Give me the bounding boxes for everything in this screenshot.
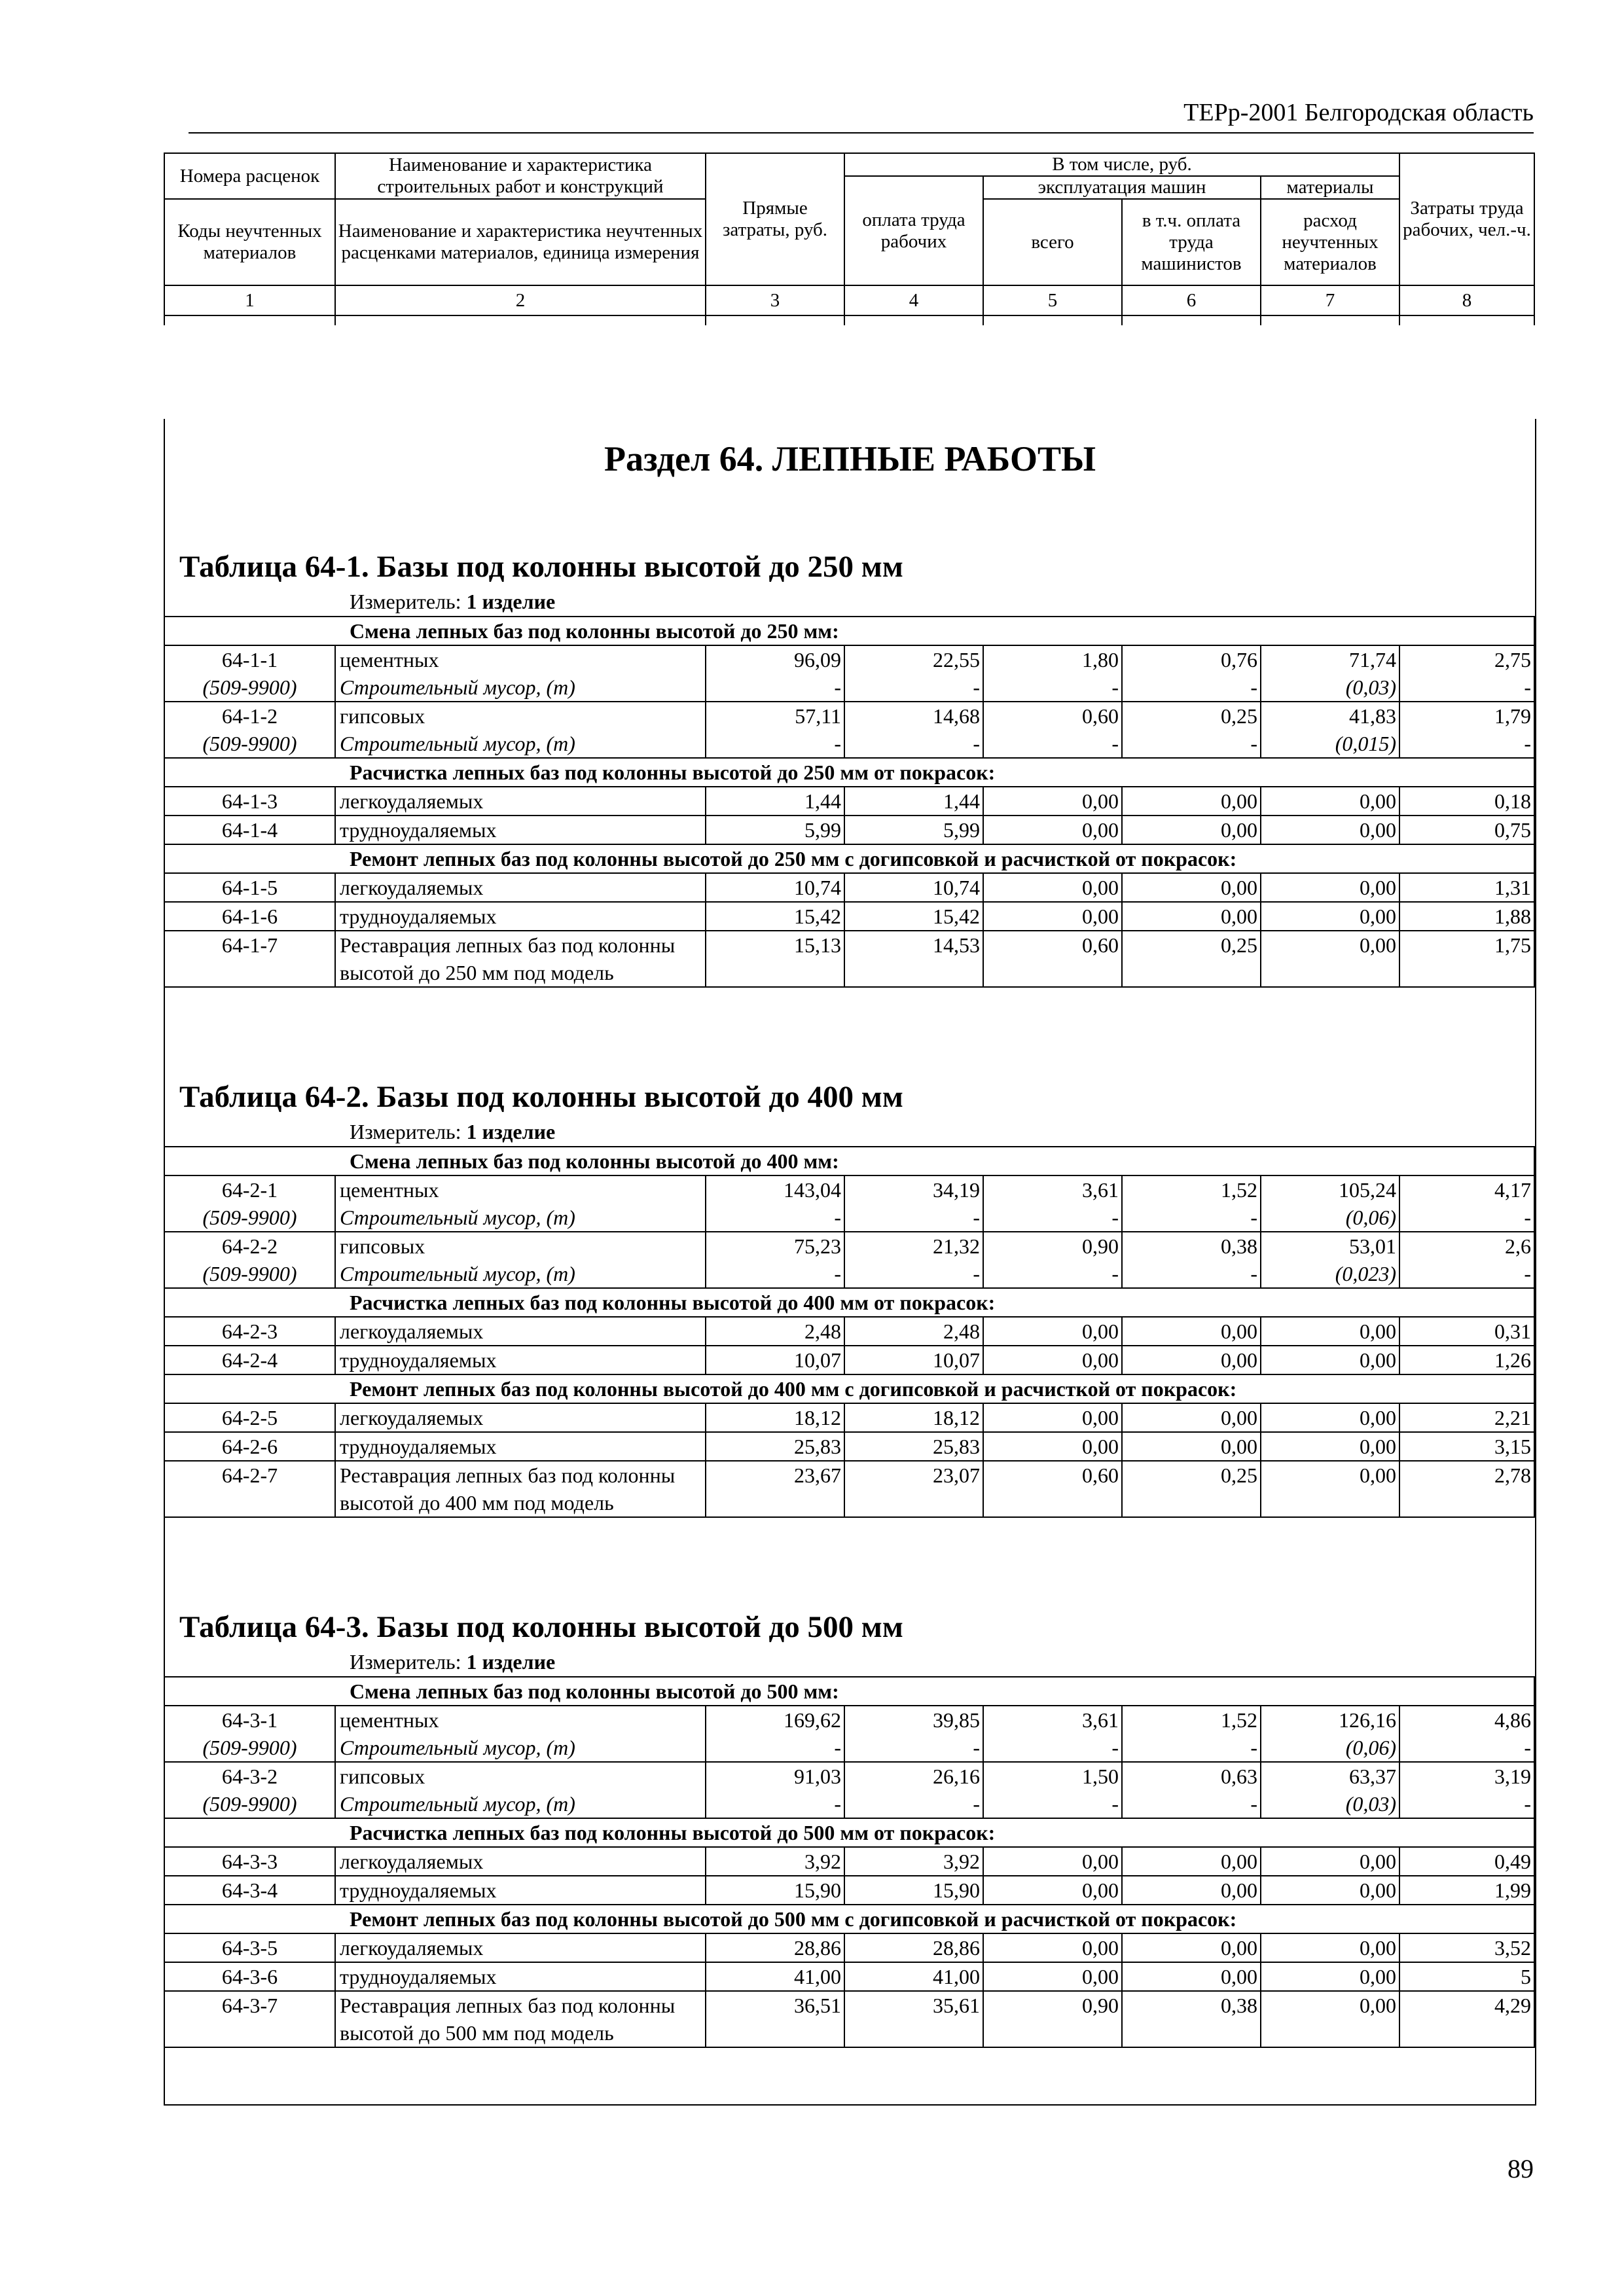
machinists-pay: 0,25 [1122, 702, 1261, 730]
work-name: легкоудаляемых [335, 873, 706, 902]
col-num-1: 1 [164, 285, 335, 315]
col-num-7: 7 [1261, 285, 1399, 315]
direct-cost: 36,51 [706, 1991, 844, 2047]
work-name: Строительный мусор, (т) [335, 673, 706, 702]
labor-hours: 5 [1399, 1962, 1534, 1991]
header-machines-total: всего [983, 199, 1122, 285]
rate-code: 64-3-6 [164, 1962, 335, 1991]
machinists-pay: 0,00 [1122, 1933, 1261, 1962]
header-direct-costs: Прямые затраты, руб. [706, 153, 844, 285]
meter-label: Измеритель: [350, 1650, 461, 1674]
materials-cost: 0,00 [1261, 1991, 1399, 2047]
machinists-pay: - [1122, 1260, 1261, 1288]
materials-cost: 0,00 [1261, 931, 1399, 987]
rate-code: 64-1-7 [164, 931, 335, 987]
materials-cost: 0,00 [1261, 902, 1399, 931]
work-name: легкоудаляемых [335, 1403, 706, 1432]
group-heading: Смена лепных баз под колонны высотой до 250 мм: [164, 617, 1534, 645]
rate-code: (509-9900) [164, 730, 335, 758]
rate-code: 64-1-4 [164, 816, 335, 844]
running-head: ТЕРр-2001 Белгородская область [189, 98, 1534, 134]
table-row [164, 1933, 1534, 1962]
direct-cost: 57,11 [706, 702, 844, 730]
material-row [164, 1790, 1534, 1818]
machinists-pay: 0,00 [1122, 787, 1261, 816]
labor-hours: 2,75 [1399, 645, 1534, 673]
work-name: Строительный мусор, (т) [335, 1204, 706, 1232]
header-machines: эксплуатация машин [983, 176, 1261, 199]
rate-code: 64-3-1 [164, 1706, 335, 1734]
direct-cost: 23,67 [706, 1461, 844, 1517]
labor-pay: 23,07 [844, 1461, 983, 1517]
machines-total: 0,60 [983, 702, 1122, 730]
machinists-pay: 0,00 [1122, 1962, 1261, 1991]
work-name: Реставрация лепных баз под колонны высотой до 400 мм под модель [335, 1461, 706, 1517]
materials-cost: 0,00 [1261, 1933, 1399, 1962]
rate-code: 64-3-4 [164, 1876, 335, 1905]
direct-cost: 15,13 [706, 931, 844, 987]
labor-pay: 14,53 [844, 931, 983, 987]
work-name: легкоудаляемых [335, 1847, 706, 1876]
table-row [164, 1706, 1534, 1734]
labor-hours: - [1399, 1790, 1534, 1818]
labor-hours: 4,29 [1399, 1991, 1534, 2047]
machinists-pay: 0,00 [1122, 1876, 1261, 1905]
direct-cost: 25,83 [706, 1432, 844, 1461]
machines-total: 0,60 [983, 1461, 1122, 1517]
rate-code: 64-2-1 [164, 1175, 335, 1204]
rate-code: 64-3-2 [164, 1762, 335, 1790]
machines-total: - [983, 1734, 1122, 1762]
labor-pay: 25,83 [844, 1432, 983, 1461]
direct-cost: 5,99 [706, 816, 844, 844]
materials-cost: (0,06) [1261, 1204, 1399, 1232]
table-row [164, 1232, 1534, 1260]
unit-of-measure [165, 1647, 1535, 1676]
materials-cost: 0,00 [1261, 1962, 1399, 1991]
header-including: В том числе, руб. [844, 153, 1399, 176]
table-row [164, 1847, 1534, 1876]
machinists-pay: 0,00 [1122, 816, 1261, 844]
machinists-pay: 0,00 [1122, 1346, 1261, 1374]
materials-cost: 53,01 [1261, 1232, 1399, 1260]
direct-cost: 10,07 [706, 1346, 844, 1374]
labor-hours: 3,52 [1399, 1933, 1534, 1962]
meter-value: 1 изделие [466, 1650, 556, 1674]
table-row [164, 1317, 1534, 1346]
work-name: Строительный мусор, (т) [335, 1790, 706, 1818]
labor-hours: - [1399, 730, 1534, 758]
material-row [164, 730, 1534, 758]
rate-code: 64-1-6 [164, 902, 335, 931]
table-row [164, 1762, 1534, 1790]
material-row [164, 1204, 1534, 1232]
table-row [164, 816, 1534, 844]
labor-pay: 22,55 [844, 645, 983, 673]
machines-total: 0,00 [983, 787, 1122, 816]
labor-pay: 18,12 [844, 1403, 983, 1432]
materials-cost: 0,00 [1261, 1876, 1399, 1905]
rate-code: (509-9900) [164, 673, 335, 702]
machines-total: 0,00 [983, 1317, 1122, 1346]
direct-cost: - [706, 1734, 844, 1762]
table-row [164, 1432, 1534, 1461]
work-name: трудноудаляемых [335, 1432, 706, 1461]
machines-total: 0,00 [983, 902, 1122, 931]
work-name: цементных [335, 645, 706, 673]
col-num-6: 6 [1122, 285, 1261, 315]
labor-hours: 2,21 [1399, 1403, 1534, 1432]
machines-total: 0,00 [983, 873, 1122, 902]
labor-hours: 4,86 [1399, 1706, 1534, 1734]
work-name: трудноудаляемых [335, 1876, 706, 1905]
direct-cost: 1,44 [706, 787, 844, 816]
labor-pay: 14,68 [844, 702, 983, 730]
direct-cost: - [706, 1260, 844, 1288]
machines-total: - [983, 673, 1122, 702]
labor-pay: 5,99 [844, 816, 983, 844]
rate-code: 64-2-5 [164, 1403, 335, 1432]
labor-hours: 1,99 [1399, 1876, 1534, 1905]
header-work-name: Наименование и характеристика строительных работ и конструкций [335, 153, 706, 199]
direct-cost: 15,90 [706, 1876, 844, 1905]
labor-hours: - [1399, 1734, 1534, 1762]
work-name: гипсовых [335, 1762, 706, 1790]
material-row [164, 673, 1534, 702]
labor-pay: 10,07 [844, 1346, 983, 1374]
materials-cost: (0,03) [1261, 673, 1399, 702]
labor-pay: 1,44 [844, 787, 983, 816]
header-material-names: Наименование и характеристика неучтенных расценками материалов, единица измерения [335, 199, 706, 285]
rate-code: 64-2-7 [164, 1461, 335, 1517]
labor-hours: 1,88 [1399, 902, 1534, 931]
rate-code: 64-1-5 [164, 873, 335, 902]
labor-pay: 34,19 [844, 1175, 983, 1204]
meter-label: Измеритель: [350, 590, 461, 613]
table-row [164, 902, 1534, 931]
rate-code: (509-9900) [164, 1260, 335, 1288]
materials-cost: (0,06) [1261, 1734, 1399, 1762]
table-title: Таблица 64-1. Базы под колонны высотой до 250 мм [179, 550, 903, 584]
labor-pay: - [844, 1734, 983, 1762]
direct-cost: 28,86 [706, 1933, 844, 1962]
materials-cost: (0,023) [1261, 1260, 1399, 1288]
direct-cost: 15,42 [706, 902, 844, 931]
labor-hours: 1,75 [1399, 931, 1534, 987]
table-row [164, 1175, 1534, 1204]
machines-total: 3,61 [983, 1706, 1122, 1734]
table-row [164, 1403, 1534, 1432]
machines-total: 0,00 [983, 1962, 1122, 1991]
rate-table [165, 1607, 1535, 2048]
table-row [164, 645, 1534, 673]
machines-total: 0,00 [983, 1933, 1122, 1962]
materials-cost: 71,74 [1261, 645, 1399, 673]
group-heading: Ремонт лепных баз под колонны высотой до 250 мм с догипсовкой и расчисткой от покрасок: [164, 844, 1534, 873]
labor-hours: 1,79 [1399, 702, 1534, 730]
work-name: Строительный мусор, (т) [335, 730, 706, 758]
materials-cost: (0,03) [1261, 1790, 1399, 1818]
rates-table [164, 616, 1535, 988]
header-materials: материалы [1261, 176, 1399, 199]
direct-cost: - [706, 673, 844, 702]
machinists-pay: 0,76 [1122, 645, 1261, 673]
machines-total: 1,80 [983, 645, 1122, 673]
labor-pay: - [844, 673, 983, 702]
rate-code: 64-3-7 [164, 1991, 335, 2047]
machinists-pay: 0,00 [1122, 1432, 1261, 1461]
materials-cost: 0,00 [1261, 1432, 1399, 1461]
materials-cost: 0,00 [1261, 1461, 1399, 1517]
machines-total: 0,00 [983, 816, 1122, 844]
materials-cost: 126,16 [1261, 1706, 1399, 1734]
direct-cost: 91,03 [706, 1762, 844, 1790]
col-num-4: 4 [844, 285, 983, 315]
work-name: гипсовых [335, 702, 706, 730]
materials-cost: 0,00 [1261, 1847, 1399, 1876]
direct-cost: 169,62 [706, 1706, 844, 1734]
work-name: гипсовых [335, 1232, 706, 1260]
rate-code: 64-1-1 [164, 645, 335, 673]
machinists-pay: 1,52 [1122, 1175, 1261, 1204]
rate-code: 64-2-6 [164, 1432, 335, 1461]
machines-total: 1,50 [983, 1762, 1122, 1790]
labor-hours: 0,31 [1399, 1317, 1534, 1346]
material-row [164, 1734, 1534, 1762]
table-row [164, 1346, 1534, 1374]
work-name: легкоудаляемых [335, 1317, 706, 1346]
machines-total: 3,61 [983, 1175, 1122, 1204]
rate-code: 64-3-5 [164, 1933, 335, 1962]
section-frame [164, 419, 1536, 2106]
machinists-pay: - [1122, 1734, 1261, 1762]
labor-hours: 0,75 [1399, 816, 1534, 844]
machinists-pay: - [1122, 673, 1261, 702]
work-name: Реставрация лепных баз под колонны высотой до 250 мм под модель [335, 931, 706, 987]
machines-total: 0,60 [983, 931, 1122, 987]
machinists-pay: - [1122, 730, 1261, 758]
table-row [164, 931, 1534, 987]
table-title: Таблица 64-3. Базы под колонны высотой до 500 мм [179, 1610, 903, 1644]
machines-total: - [983, 1790, 1122, 1818]
direct-cost: - [706, 1790, 844, 1818]
direct-cost: 75,23 [706, 1232, 844, 1260]
rate-code: (509-9900) [164, 1204, 335, 1232]
machines-total: 0,00 [983, 1346, 1122, 1374]
work-name: цементных [335, 1175, 706, 1204]
table-title: Таблица 64-2. Базы под колонны высотой до 400 мм [179, 1080, 903, 1114]
header-labor-pay: оплата труда рабочих [844, 176, 983, 285]
page-number: 89 [1507, 2154, 1534, 2183]
labor-pay: 21,32 [844, 1232, 983, 1260]
direct-cost: 2,48 [706, 1317, 844, 1346]
direct-cost: 41,00 [706, 1962, 844, 1991]
machines-total: 0,00 [983, 1432, 1122, 1461]
machinists-pay: - [1122, 1790, 1261, 1818]
machinists-pay: 0,00 [1122, 1317, 1261, 1346]
machinists-pay: 0,25 [1122, 1461, 1261, 1517]
work-name: легкоудаляемых [335, 1933, 706, 1962]
machines-total: 0,00 [983, 1847, 1122, 1876]
labor-hours: 2,6 [1399, 1232, 1534, 1260]
machinists-pay: - [1122, 1204, 1261, 1232]
labor-hours: - [1399, 1260, 1534, 1288]
machines-total: 0,00 [983, 1876, 1122, 1905]
header-materials-consumption: расход неучтенных материалов [1261, 199, 1399, 285]
header-labor-cost: Затраты труда рабочих, чел.-ч. [1399, 153, 1534, 285]
direct-cost: - [706, 730, 844, 758]
header-rate-numbers: Номера расценок [164, 153, 335, 199]
machines-total: - [983, 1204, 1122, 1232]
work-name: Строительный мусор, (т) [335, 1734, 706, 1762]
rates-table [164, 1146, 1535, 1518]
rate-table [165, 547, 1535, 988]
table-row [164, 702, 1534, 730]
work-name: цементных [335, 1706, 706, 1734]
labor-pay: 10,74 [844, 873, 983, 902]
rate-code: 64-1-2 [164, 702, 335, 730]
col-num-8: 8 [1399, 285, 1534, 315]
labor-hours: 3,19 [1399, 1762, 1534, 1790]
header-machinists-pay: в т.ч. оплата труда машинистов [1122, 199, 1261, 285]
machinists-pay: 0,00 [1122, 1847, 1261, 1876]
machinists-pay: 0,38 [1122, 1991, 1261, 2047]
table-row [164, 1962, 1534, 1991]
work-name: трудноудаляемых [335, 816, 706, 844]
labor-hours: - [1399, 673, 1534, 702]
labor-hours: 0,18 [1399, 787, 1534, 816]
machines-total: 0,00 [983, 1403, 1122, 1432]
labor-pay: 28,86 [844, 1933, 983, 1962]
labor-hours: 1,26 [1399, 1346, 1534, 1374]
table-row [164, 873, 1534, 902]
machinists-pay: 0,00 [1122, 873, 1261, 902]
direct-cost: 143,04 [706, 1175, 844, 1204]
table-row [164, 1461, 1534, 1517]
labor-hours: 3,15 [1399, 1432, 1534, 1461]
work-name: трудноудаляемых [335, 902, 706, 931]
materials-cost: 41,83 [1261, 702, 1399, 730]
section-title: Раздел 64. ЛЕПНЫЕ РАБОТЫ [604, 439, 1096, 478]
unit-of-measure [165, 1117, 1535, 1146]
direct-cost: 3,92 [706, 1847, 844, 1876]
rate-code: 64-3-3 [164, 1847, 335, 1876]
materials-cost: (0,015) [1261, 730, 1399, 758]
materials-cost: 63,37 [1261, 1762, 1399, 1790]
meter-label: Измеритель: [350, 1120, 461, 1143]
labor-hours: 0,49 [1399, 1847, 1534, 1876]
rate-code: 64-2-4 [164, 1346, 335, 1374]
rate-code: 64-1-3 [164, 787, 335, 816]
machines-total: - [983, 1260, 1122, 1288]
materials-cost: 0,00 [1261, 1317, 1399, 1346]
group-heading: Расчистка лепных баз под колонны высотой до 250 мм от покрасок: [164, 758, 1534, 787]
group-heading: Расчистка лепных баз под колонны высотой до 500 мм от покрасок: [164, 1818, 1534, 1847]
materials-cost: 0,00 [1261, 1403, 1399, 1432]
labor-hours: 1,31 [1399, 873, 1534, 902]
machines-total: 0,90 [983, 1232, 1122, 1260]
machines-total: - [983, 730, 1122, 758]
rate-code: (509-9900) [164, 1790, 335, 1818]
group-heading: Расчистка лепных баз под колонны высотой до 400 мм от покрасок: [164, 1288, 1534, 1317]
direct-cost: 96,09 [706, 645, 844, 673]
col-num-2: 2 [335, 285, 706, 315]
meter-value: 1 изделие [466, 1120, 556, 1143]
rates-table [164, 1676, 1535, 2048]
work-name: легкоудаляемых [335, 787, 706, 816]
machinists-pay: 0,00 [1122, 902, 1261, 931]
rate-table [165, 1077, 1535, 1518]
labor-pay: 15,42 [844, 902, 983, 931]
materials-cost: 0,00 [1261, 873, 1399, 902]
work-name: трудноудаляемых [335, 1346, 706, 1374]
labor-pay: - [844, 1790, 983, 1818]
column-header-table [164, 152, 1535, 325]
work-name: Реставрация лепных баз под колонны высотой до 500 мм под модель [335, 1991, 706, 2047]
group-heading: Смена лепных баз под колонны высотой до 500 мм: [164, 1677, 1534, 1706]
rate-code: (509-9900) [164, 1734, 335, 1762]
labor-pay: - [844, 1204, 983, 1232]
direct-cost: - [706, 1204, 844, 1232]
materials-cost: 0,00 [1261, 816, 1399, 844]
labor-pay: 39,85 [844, 1706, 983, 1734]
labor-pay: 41,00 [844, 1962, 983, 1991]
col-num-3: 3 [706, 285, 844, 315]
labor-pay: 3,92 [844, 1847, 983, 1876]
labor-hours: 4,17 [1399, 1175, 1534, 1204]
labor-pay: 2,48 [844, 1317, 983, 1346]
labor-pay: 35,61 [844, 1991, 983, 2047]
labor-pay: 26,16 [844, 1762, 983, 1790]
labor-pay: - [844, 1260, 983, 1288]
machines-total: 0,90 [983, 1991, 1122, 2047]
material-row [164, 1260, 1534, 1288]
machinists-pay: 0,25 [1122, 931, 1261, 987]
unit-of-measure [165, 587, 1535, 616]
direct-cost: 10,74 [706, 873, 844, 902]
machinists-pay: 1,52 [1122, 1706, 1261, 1734]
header-material-codes: Коды неучтенных материалов [164, 199, 335, 285]
group-heading: Ремонт лепных баз под колонны высотой до 500 мм с догипсовкой и расчисткой от покрасок: [164, 1905, 1534, 1933]
work-name: трудноудаляемых [335, 1962, 706, 1991]
col-num-5: 5 [983, 285, 1122, 315]
labor-hours: 2,78 [1399, 1461, 1534, 1517]
group-heading: Ремонт лепных баз под колонны высотой до 400 мм с догипсовкой и расчисткой от покрасок: [164, 1374, 1534, 1403]
machinists-pay: 0,63 [1122, 1762, 1261, 1790]
rate-code: 64-2-2 [164, 1232, 335, 1260]
labor-pay: - [844, 730, 983, 758]
meter-value: 1 изделие [466, 590, 556, 613]
machinists-pay: 0,00 [1122, 1403, 1261, 1432]
table-row [164, 787, 1534, 816]
table-row [164, 1876, 1534, 1905]
table-row [164, 1991, 1534, 2047]
materials-cost: 105,24 [1261, 1175, 1399, 1204]
materials-cost: 0,00 [1261, 787, 1399, 816]
machinists-pay: 0,38 [1122, 1232, 1261, 1260]
direct-cost: 18,12 [706, 1403, 844, 1432]
group-heading: Смена лепных баз под колонны высотой до 400 мм: [164, 1147, 1534, 1175]
labor-pay: 15,90 [844, 1876, 983, 1905]
labor-hours: - [1399, 1204, 1534, 1232]
work-name: Строительный мусор, (т) [335, 1260, 706, 1288]
materials-cost: 0,00 [1261, 1346, 1399, 1374]
rate-code: 64-2-3 [164, 1317, 335, 1346]
